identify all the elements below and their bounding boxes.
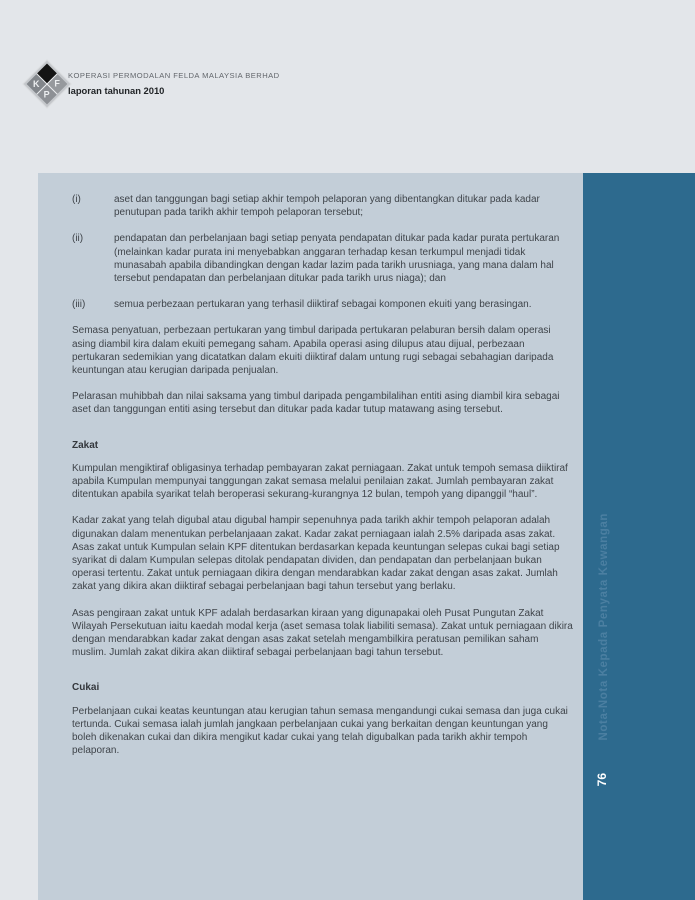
kpf-logo [25,62,69,106]
list-marker: (iii) [72,299,86,311]
list-marker: (i) [72,194,81,205]
logo-letter-k: K [33,78,40,89]
section-sidebar [583,173,695,900]
paragraph-zakat-2: Kadar zakat yang telah digubal atau digubal hampir sepenuhnya pada tarikh akhir tempoh pelaporan adalah digunakan dalam menentukan perbelanjaaan zakat. Kadar zakat perniagaan ialah 2.5% daripada asas zakat. Asas zakat untuk Kumpulan selain KPF ditentukan berdasarkan kepada keuntungan selepas cukai bagi setiap syarikat di dalam Kumpulan selepas ditolak pendapatan dividen, dan pendapatan dan perbelanjaan bukan operasi tertentu. Zakat untuk perniagaan dikira dengan mendarabkan kadar zakat dengan asas zakat. Jumlah zakat yang dikira akan diiktiraf sebagai perbelanjaan bagi tahun tersebut yang berlaku. [72,515,560,593]
section-heading-zakat: Zakat [72,439,99,451]
report-year: 2010 [143,85,165,96]
paragraph-cukai-1: Perbelanjaan cukai keatas keuntungan atau kerugian tahun semasa mengandungi cukai semasa dan juga cukai tertunda. Cukai semasa ialah jumlah jangkaan perbelanjaan cukai yang berkaitan dengan keuntungan yang boleh dikenakan cukai dan dikira mengikut kadar cukai yang telah digubalkan pada tarikh akhir tempoh pelaporan. [72,705,568,757]
notes-content-panel [38,173,583,900]
page-number: 76 [595,772,609,786]
report-title [68,85,280,96]
list-item-i [72,193,575,219]
list-text: pendapatan dan perbelanjaan bagi setiap penyata pendapatan ditukar pada kadar purata pertukaran (melainkan kadar purata ini menyebabkan anggaran terhadap kesan terkumpul menjadi tidak munasabah apabila dibandingkan dengan kadar lazim pada tarikh urusniaga, yang mana dalam hal tersebut pendapatan dan perbelanjaan ditukar pada tarikh urus niaga); dan [114,233,560,285]
header-text [68,71,280,96]
paragraph-zakat-1: Kumpulan mengiktiraf obligasinya terhadap pembayaran zakat perniagaan. Zakat untuk tempoh semasa diiktiraf apabila Kumpulan mempunyai tanggungan zakat semasa melalui penilaian zakat. Jumlah pembayaran zakat ditentukan apabila syarikat telah beroperasi sekurang-kurangnya 12 bulan, tempoh yang dipanggil “haul”. [72,462,568,501]
list-item-iii [72,298,575,311]
list-marker: (ii) [72,233,84,245]
list-item-ii [72,232,575,285]
list-text: semua perbezaan pertukaran yang terhasil diiktiraf sebagai komponen ekuiti yang berasingan. [114,299,532,311]
section-heading-cukai: Cukai [72,682,100,694]
kpf-logo-diamond [24,61,71,108]
sidebar-section-label: Nota-Nota Kepada Penyata Kewangan [598,512,610,740]
page-header [0,0,695,173]
logo-letter-p: P [43,89,51,100]
paragraph-zakat-3: Asas pengiraan zakat untuk KPF adalah berdasarkan kiraan yang digunapakai oleh Pusat Pungutan Zakat Wilayah Persekutuan iaitu kaedah modal kerja (aset semasa tolak liabiliti semasa). Zakat untuk perniagaan dikira dengan mendarabkan kadar zakat dengan asas zakat setelah mengambilkira peratusan pemilikan saham muslim. Jumlah zakat dikira akan diiktiraf sebagai perbelanjaan bagi tahun tersebut. [72,607,573,659]
paragraph-goodwill: Pelarasan muhibbah dan nilai saksama yang timbul daripada pengambilalihan entiti asing diambil kira sebagai aset dan tanggungan entiti asing tersebut dan ditukar pada kadar tutup matawang asing tersebut. [72,391,560,416]
paragraph-consolidation: Semasa penyatuan, perbezaan pertukaran yang timbul daripada pertukaran pelaburan bersih dalam operasi asing diambil kira dalam ekuiti pemegang saham. Apabila operasi asing dilupus atau dijual, perbezaan pertukaran sedemikian yang dicatatkan dalam ekuiti diiktiraf dalam untung rugi sebagai sebahagian daripada keuntungan atau kerugian daripada penjualan. [72,325,554,377]
company-name: KOPERASI PERMODALAN FELDA MALAYSIA BERHAD [68,71,280,80]
logo-letter-f: F [54,78,61,89]
report-title-text: laporan tahunan [68,85,141,96]
list-text: aset dan tanggungan bagi setiap akhir tempoh pelaporan yang dibentangkan ditukar pada kadar penutupan pada tarikh akhir tempoh pelaporan tersebut; [114,194,540,219]
